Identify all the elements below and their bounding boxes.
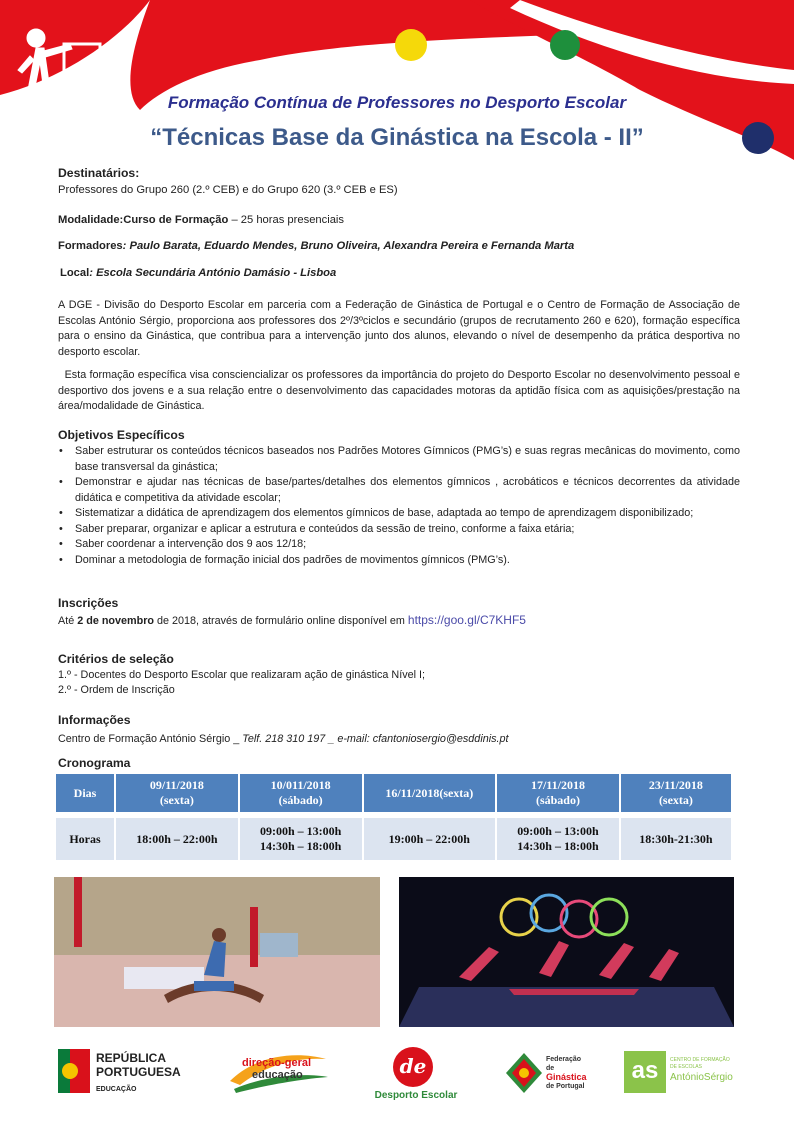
list-item-text: Dominar a metodologia de formação inicial dos padrões de movimentos gímnicos (PMG’s). (75, 553, 510, 566)
table-cell: Horas (56, 818, 114, 860)
gymnastics-show-photo (399, 877, 734, 1027)
modalidade-line (58, 213, 740, 228)
fgp-line1: Federação (546, 1056, 582, 1063)
cronograma-table (54, 772, 733, 862)
flag-emblem-icon (58, 1049, 90, 1093)
list-item (58, 444, 740, 475)
day-weekday: (sexta) (658, 793, 693, 807)
hour-line: 09:00h – 13:00h (517, 824, 599, 838)
hour-line: 14:30h – 18:00h (517, 839, 599, 853)
modalidade-label: Modalidade: (58, 214, 124, 226)
as-mark: as (624, 1051, 666, 1093)
cronograma-title-wrap (58, 756, 740, 771)
table-cell (240, 774, 362, 812)
cronograma-title: Cronograma (58, 756, 131, 770)
day-date: 23/11/2018 (648, 778, 703, 792)
destinatarios-label: Destinatários: (58, 166, 140, 180)
day-date: 16/11/2018(sexta) (385, 785, 474, 800)
dge-line2: educação (252, 1069, 303, 1081)
republica-portuguesa-logo (58, 1045, 188, 1105)
republica-line3: EDUCAÇÃO (96, 1086, 137, 1093)
table-cell (497, 818, 619, 860)
table-cell (240, 818, 362, 860)
red-wave-left (0, 0, 150, 95)
fgp-line4: de Portugal (546, 1083, 585, 1090)
list-item (58, 522, 740, 538)
inscricoes-title: Inscrições (58, 596, 119, 610)
day-date: 10/011/2018 (270, 778, 331, 792)
table-cell (621, 774, 731, 812)
intro-paragraph-1: A DGE - Divisão do Desporto Escolar em parceria com a Federação de Ginástica de Portugal e o Centro de Formação de Associação de Escolas António Sérgio, proporciona aos professores dos 2º/3ºciclos e secundário (grupos de recrutamento 260 e 620), formação específica para o ensino da Ginástica, que contribua para a intervenção junto dos alunos, elevando o nível de desempenho da prática desportiva no desporto escolar. (58, 299, 740, 358)
hour-line: 18:00h – 22:00h (136, 831, 218, 846)
acrobatic-gymnastics-photo (54, 877, 380, 1027)
hour-line: 18:30h-21:30h (639, 831, 713, 846)
green-dot (550, 30, 580, 60)
ginastica-portugal-logo (504, 1045, 596, 1105)
intro-paragraph-2: Esta formação específica visa consciencializar os professores da importância do projeto do Desporto Escolar no desenvolvimento pessoal e desportivo dos jovens e a sua relação entre o desenvolvimento das capacidades motoras da aptidão física com as aquisições/prestação na área/modalidade de Ginástica. (58, 369, 743, 413)
republica-line2: PORTUGUESA (96, 1065, 181, 1079)
inscricoes-date: 2 de novembro (77, 615, 155, 627)
day-date: 17/11/2018 (530, 778, 585, 792)
objetivos-title: Objetivos Específicos (58, 428, 185, 442)
informacoes-title: Informações (58, 713, 131, 727)
table-cell (116, 774, 238, 812)
de-text: Desporto Escolar (374, 1090, 458, 1101)
bullet-icon: • (59, 476, 63, 488)
bullet-icon: • (59, 445, 63, 457)
informacoes-org: Centro de Formação António Sérgio _ (58, 733, 243, 745)
course-title: “Técnicas Base da Ginástica na Escola - II” (150, 124, 644, 151)
desporto-escolar-logo (364, 1045, 468, 1105)
informacoes-section (58, 713, 740, 747)
informacoes-contact: Telf. 218 310 197 _ e-mail: cfantoniosergio@esddinis.pt (242, 733, 509, 745)
list-item-text: Saber coordenar a intervenção dos 9 aos 12/18; (75, 538, 307, 550)
criterios-title: Critérios de seleção (58, 652, 174, 666)
criterios-section (58, 652, 740, 698)
yellow-dot (395, 29, 427, 61)
fgp-line2: de (546, 1065, 555, 1072)
table-cell (364, 818, 496, 860)
de-mark: de (393, 1047, 433, 1087)
table-cell (364, 774, 496, 812)
course-subtitle: Formação Contínua de Professores no Desporto Escolar (167, 93, 627, 112)
criterio-2: 2.º - Ordem de Inscrição (58, 684, 175, 696)
formadores-line (58, 239, 740, 254)
objetivos-list (58, 444, 740, 568)
list-item (58, 475, 740, 506)
list-item-text: Saber estruturar os conteúdos técnicos baseados nos Padrões Motores Gímnicos (PMG’s) e suas regras mecânicas do movimento, como base transversal da ginástica; (75, 445, 740, 473)
fgp-line3: Ginástica (546, 1072, 587, 1082)
day-weekday: (sábado) (278, 793, 323, 807)
hour-line: 19:00h – 22:00h (388, 831, 470, 846)
local-value: : Escola Secundária António Damásio - Lisboa (89, 267, 337, 279)
table-cell (116, 818, 238, 860)
table-row (56, 774, 731, 812)
local-label: Local (60, 267, 90, 279)
day-weekday: (sexta) (159, 793, 194, 807)
day-date: 09/11/2018 (149, 778, 204, 792)
destinatarios-text: Professores do Grupo 260 (2.º CEB) e do Grupo 620 (3.º CEB e ES) (58, 184, 398, 196)
modalidade-rest: – 25 horas presenciais (228, 214, 345, 226)
table-cell: Dias (56, 774, 114, 812)
hour-line: 14:30h – 18:00h (260, 839, 342, 853)
as-line2: AntónioSérgio (670, 1072, 733, 1083)
table-row (56, 818, 731, 860)
list-item-text: Sistematizar a didática de aprendizagem dos elementos gímnicos de base, adaptada ao tempo de aprendizagem disponibilizado; (75, 507, 694, 519)
republica-line1: REPÚBLICA (96, 1051, 167, 1065)
bullet-icon: • (59, 553, 63, 566)
bullet-icon: • (59, 522, 63, 535)
destinatarios-section (58, 166, 740, 198)
dge-line1: direção-geral (242, 1057, 312, 1069)
list-item-text: Demonstrar e ajudar nas técnicas de base/partes/detalhes dos elementos gímnicos , acrobáticos e técnicos decorrentes da atividade didática e competitiva da atividade escolar; (75, 476, 740, 504)
day-weekday: (sábado) (535, 793, 580, 807)
inscricoes-section (58, 596, 740, 629)
antonio-sergio-logo (624, 1045, 738, 1105)
criterio-1: 1.º - Docentes do Desporto Escolar que realizaram ação de ginástica Nível I; (58, 669, 426, 681)
list-item-text: Saber preparar, organizar e aplicar a estrutura e conteúdos da sessão de treino, conforme a faixa etária; (75, 522, 575, 535)
list-item (58, 506, 740, 522)
table-cell (621, 818, 731, 860)
inscricoes-post: de 2018, através de formulário online disponível em (154, 615, 408, 627)
inscricoes-pre: Até (58, 615, 78, 627)
fgp-emblem-icon (504, 1051, 544, 1095)
table-cell (497, 774, 619, 812)
formadores-label: Formadores (58, 240, 123, 252)
bullet-icon: • (59, 538, 63, 550)
dge-logo (226, 1045, 330, 1105)
list-item (58, 553, 740, 569)
hour-line: 09:00h – 13:00h (260, 824, 342, 838)
modalidade-value: Curso de Formação (123, 214, 229, 226)
bullet-icon: • (59, 507, 63, 519)
formadores-value: : Paulo Barata, Eduardo Mendes, Bruno Oliveira, Alexandra Pereira e Fernanda Marta (122, 240, 575, 252)
as-line1: CENTRO DE FORMAÇÃO DE ESCOLAS (670, 1057, 730, 1070)
registration-link[interactable]: https://goo.gl/C7KHF5 (407, 613, 526, 627)
local-line (60, 266, 742, 281)
objetivos-section (58, 428, 740, 568)
list-item (58, 537, 740, 553)
